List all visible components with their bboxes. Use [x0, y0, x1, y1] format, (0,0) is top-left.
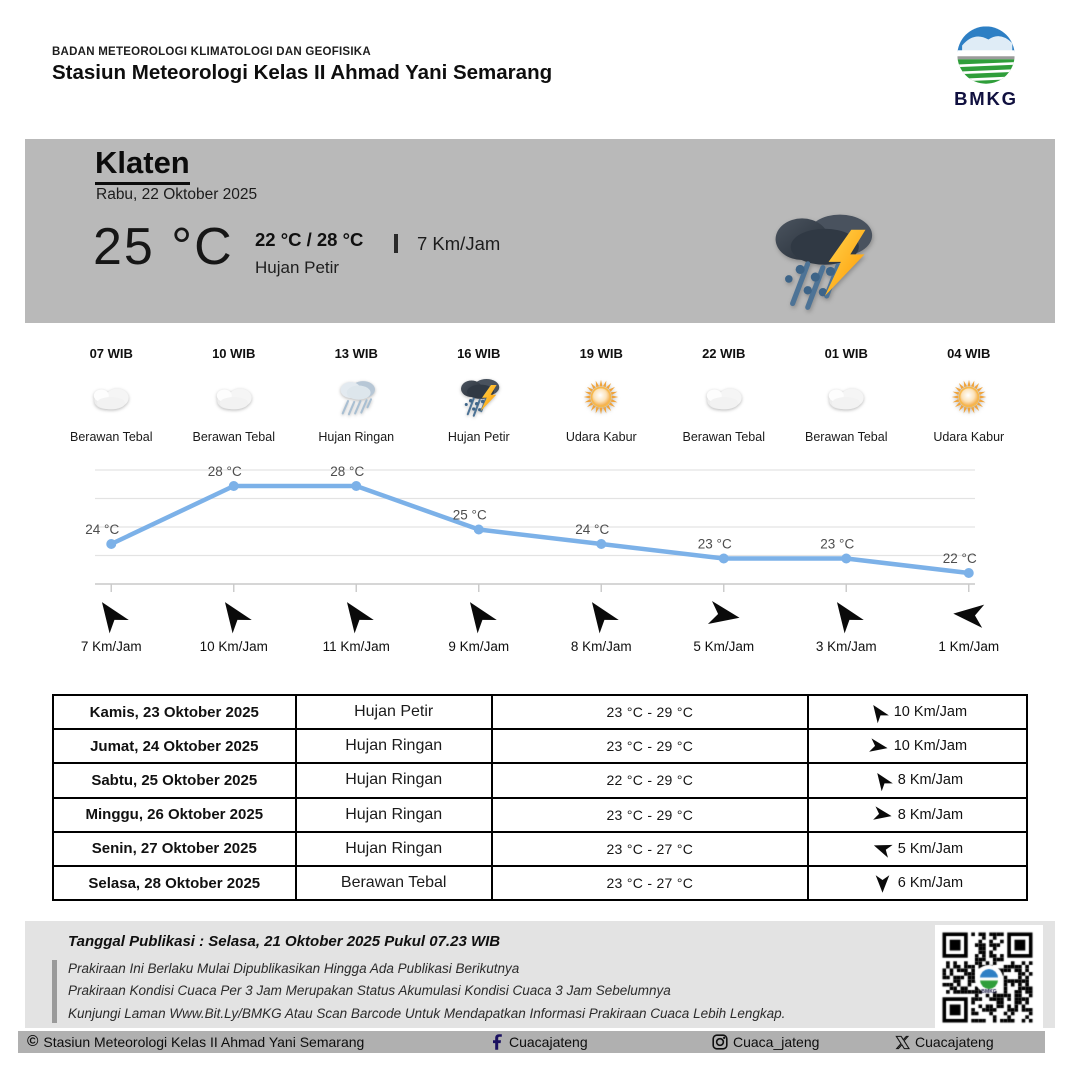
- haze-weather-icon: [950, 378, 988, 416]
- hour-condition: Berawan Tebal: [70, 430, 153, 444]
- forecast-condition: Berawan Tebal: [296, 866, 492, 900]
- current-temperature: 25 °C: [93, 218, 234, 276]
- bmkg-logo-label: BMKG: [954, 88, 1018, 110]
- hourly-forecast-item: [173, 346, 296, 444]
- footer-note-line: Prakiraan Kondisi Cuaca Per 3 Jam Merupakan Status Akumulasi Kondisi Cuaca 3 Jam Sebelumnya: [68, 983, 671, 999]
- facebook-item: [490, 1031, 588, 1053]
- forecast-date: Kamis, 23 Oktober 2025: [53, 695, 296, 729]
- table-row: [53, 695, 1027, 729]
- wind-direction-icon: [866, 734, 890, 758]
- x-twitter-icon: [895, 1035, 910, 1050]
- forecast-condition: Hujan Ringan: [296, 729, 492, 763]
- hour-label: 10 WIB: [212, 346, 256, 361]
- wind-speed-label: 7 Km/Jam: [80, 639, 142, 654]
- svg-text:24 °C: 24 °C: [575, 522, 610, 537]
- wind-item: [295, 597, 418, 654]
- hour-condition: Berawan Tebal: [805, 430, 888, 444]
- svg-text:28 °C: 28 °C: [330, 464, 365, 479]
- temperature-line-chart: [50, 460, 1030, 595]
- forecast-date: Selasa, 28 Oktober 2025: [53, 866, 296, 900]
- wind-item: [418, 597, 541, 654]
- footer-notes: [68, 958, 785, 1025]
- svg-text:28 °C: 28 °C: [207, 464, 242, 479]
- copyright-item: [27, 1031, 364, 1053]
- wind-direction-icon: [869, 835, 896, 862]
- forecast-wind: 6 Km/Jam: [808, 866, 1027, 900]
- current-weather-card: [25, 139, 1055, 323]
- forecast-date: Sabtu, 25 Oktober 2025: [53, 763, 296, 797]
- cloud-weather-icon: [823, 382, 869, 412]
- current-condition: Hujan Petir: [255, 258, 340, 277]
- wind-item: [785, 597, 908, 654]
- wind-item: [50, 597, 173, 654]
- wind-direction-icon: [870, 802, 894, 826]
- forecast-temp-range: 23 °C - 29 °C: [492, 729, 808, 763]
- hourly-forecast-item: [908, 346, 1031, 444]
- wind-speed-label: 8 Km/Jam: [570, 639, 632, 654]
- station-name: Stasiun Meteorologi Kelas II Ahmad Yani Semarang: [52, 61, 553, 84]
- hour-condition: Berawan Tebal: [192, 430, 275, 444]
- hourly-forecast-item: [50, 346, 173, 444]
- hour-condition: Hujan Ringan: [318, 430, 395, 444]
- forecast-temp-range: 23 °C - 27 °C: [492, 866, 808, 900]
- wind-direction-bar-icon: [394, 234, 398, 253]
- forecast-condition: Hujan Ringan: [296, 798, 492, 832]
- wind-speed-label: 1 Km/Jam: [938, 639, 1000, 654]
- svg-text:24 °C: 24 °C: [85, 522, 120, 537]
- hourly-forecast-item: [785, 346, 908, 444]
- wind-direction-icon: [454, 590, 504, 640]
- bmkg-logo-icon: [938, 24, 1034, 110]
- hour-condition: Udara Kabur: [565, 430, 637, 444]
- hour-condition: Hujan Petir: [447, 430, 510, 444]
- footer-accent-bar: [52, 960, 57, 1023]
- table-row: [53, 832, 1027, 866]
- wind-direction-icon: [821, 590, 871, 640]
- forecast-date: Senin, 27 Oktober 2025: [53, 832, 296, 866]
- hour-label: 13 WIB: [334, 346, 378, 361]
- wind-speed-label: 10 Km/Jam: [199, 639, 268, 654]
- hour-label: 01 WIB: [824, 346, 868, 361]
- forecast-temp-range: 23 °C - 27 °C: [492, 832, 808, 866]
- hour-label: 16 WIB: [457, 346, 501, 361]
- wind-speed-label: 9 Km/Jam: [448, 639, 510, 654]
- footer-note-line: Prakiraan Ini Berlaku Mulai Dipublikasikan Hingga Ada Publikasi Berikutnya: [68, 961, 520, 976]
- svg-text:22 °C: 22 °C: [942, 551, 977, 566]
- hourly-forecast-row: [50, 346, 1030, 444]
- storm-weather-icon: [455, 376, 503, 418]
- hourly-forecast-item: [540, 346, 663, 444]
- forecast-temp-range: 22 °C - 29 °C: [492, 763, 808, 797]
- hourly-forecast-item: [663, 346, 786, 444]
- forecast-condition: Hujan Ringan: [296, 832, 492, 866]
- wind-direction-icon: [949, 595, 988, 634]
- rain-weather-icon: [333, 378, 379, 417]
- wind-forecast-row: [50, 597, 1030, 654]
- publication-footer: [25, 921, 1055, 1028]
- copyright-text: Stasiun Meteorologi Kelas II Ahmad Yani Semarang: [43, 1034, 365, 1050]
- instagram-icon: [712, 1034, 728, 1050]
- hourly-forecast-item: [295, 346, 418, 444]
- qr-card: [935, 925, 1043, 1033]
- instagram-handle: Cuaca_jateng: [733, 1034, 820, 1050]
- wind-speed-label: 11 Km/Jam: [322, 639, 390, 654]
- publication-date: Tanggal Publikasi : Selasa, 21 Oktober 2025 Pukul 07.23 WIB: [68, 933, 501, 950]
- table-row: [53, 798, 1027, 832]
- wind-item: [173, 597, 296, 654]
- hour-label: 04 WIB: [947, 346, 991, 361]
- svg-text:23 °C: 23 °C: [820, 536, 855, 552]
- daily-forecast-table: [52, 694, 1028, 901]
- wind-speed-label: 5 Km/Jam: [693, 639, 755, 654]
- facebook-handle: Cuacajateng: [509, 1034, 588, 1050]
- forecast-temp-range: 23 °C - 29 °C: [492, 695, 808, 729]
- forecast-wind: 8 Km/Jam: [808, 763, 1027, 797]
- social-bar: [18, 1031, 1045, 1053]
- table-row: [53, 763, 1027, 797]
- wind-direction-icon: [703, 594, 745, 636]
- copyright-icon: ©: [27, 1033, 39, 1050]
- agency-name: BADAN METEOROLOGI KLIMATOLOGI DAN GEOFISIKA: [52, 46, 371, 58]
- twitter-handle: Cuacajateng: [915, 1034, 994, 1050]
- wind-speed-label: 3 Km/Jam: [815, 639, 877, 654]
- table-row: [53, 729, 1027, 763]
- wind-item: [663, 597, 786, 654]
- wind-direction-icon: [86, 590, 136, 640]
- wind-direction-icon: [209, 590, 259, 640]
- facebook-icon: [490, 1034, 504, 1050]
- current-date: Rabu, 22 Oktober 2025: [96, 186, 258, 203]
- forecast-wind: 5 Km/Jam: [808, 832, 1027, 866]
- forecast-temp-range: 23 °C - 29 °C: [492, 798, 808, 832]
- current-wind-speed: 7 Km/Jam: [417, 233, 501, 254]
- forecast-condition: Hujan Petir: [296, 695, 492, 729]
- forecast-date: Jumat, 24 Oktober 2025: [53, 729, 296, 763]
- svg-text:23 °C: 23 °C: [697, 536, 732, 552]
- forecast-date: Minggu, 26 Oktober 2025: [53, 798, 296, 832]
- hour-label: 19 WIB: [579, 346, 623, 361]
- wind-direction-icon: [868, 766, 897, 795]
- storm-cloud-lightning-icon: [757, 207, 885, 313]
- instagram-item: [712, 1031, 819, 1053]
- wind-item: [540, 597, 663, 654]
- hour-condition: Berawan Tebal: [682, 430, 765, 444]
- wind-item: [908, 597, 1031, 654]
- haze-weather-icon: [582, 378, 620, 416]
- forecast-wind: 10 Km/Jam: [808, 695, 1027, 729]
- cloud-weather-icon: [701, 382, 747, 412]
- wind-direction-icon: [576, 590, 626, 640]
- hour-condition: Udara Kabur: [933, 430, 1005, 444]
- hour-label: 22 WIB: [702, 346, 746, 361]
- hourly-forecast-item: [418, 346, 541, 444]
- forecast-condition: Hujan Ringan: [296, 763, 492, 797]
- wind-direction-icon: [872, 873, 893, 894]
- cloud-weather-icon: [211, 382, 257, 412]
- wind-direction-icon: [331, 590, 381, 640]
- city-name: Klaten: [95, 145, 190, 185]
- forecast-wind: 8 Km/Jam: [808, 798, 1027, 832]
- hour-label: 07 WIB: [89, 346, 133, 361]
- twitter-item: [895, 1031, 994, 1053]
- footer-note-line: Kunjungi Laman Www.Bit.Ly/BMKG Atau Scan Barcode Untuk Mendapatkan Informasi Prakiraan Cuaca Lebih Lengkap.: [68, 1005, 786, 1021]
- svg-text:25 °C: 25 °C: [452, 507, 487, 523]
- table-row: [53, 866, 1027, 900]
- cloud-weather-icon: [88, 382, 134, 412]
- temperature-range: 22 °C / 28 °C: [255, 229, 364, 250]
- wind-direction-icon: [864, 697, 893, 726]
- qr-code: [940, 930, 1038, 1028]
- forecast-wind: 10 Km/Jam: [808, 729, 1027, 763]
